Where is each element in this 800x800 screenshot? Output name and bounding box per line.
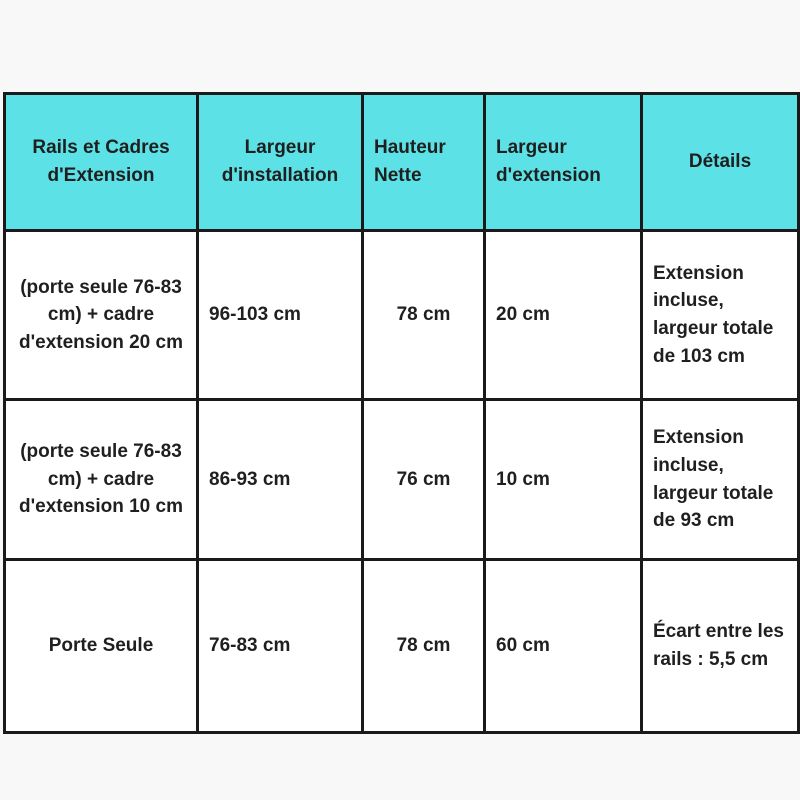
cell-details: Extension incluse, largeur totale de 103 cm [642,231,799,400]
col-header-largeur-extension: Largeur d'extension [485,94,642,231]
table-row [5,231,799,400]
cell-hauteur-nette: 78 cm [363,560,485,733]
cell-model: Porte Seule [5,560,198,733]
spec-table [3,92,800,734]
cell-largeur-extension: 60 cm [485,560,642,733]
cell-model: (porte seule 76-83 cm) + cadre d'extension 10 cm [5,400,198,560]
cell-hauteur-nette: 78 cm [363,231,485,400]
header-row [5,94,799,231]
table-row [5,400,799,560]
cell-largeur-installation: 96-103 cm [198,231,363,400]
col-header-details: Détails [642,94,799,231]
cell-largeur-installation: 76-83 cm [198,560,363,733]
col-header-largeur-installation: Largeur d'installation [198,94,363,231]
cell-model: (porte seule 76-83 cm) + cadre d'extension 20 cm [5,231,198,400]
col-header-hauteur-nette: Hauteur Nette [363,94,485,231]
cell-largeur-extension: 20 cm [485,231,642,400]
cell-hauteur-nette: 76 cm [363,400,485,560]
col-header-rails-et-cadres-extension: Rails et Cadres d'Extension [5,94,198,231]
cell-details: Écart entre les rails : 5,5 cm [642,560,799,733]
table-row [5,560,799,733]
cell-details: Extension incluse, largeur totale de 93 cm [642,400,799,560]
cell-largeur-installation: 86-93 cm [198,400,363,560]
cell-largeur-extension: 10 cm [485,400,642,560]
